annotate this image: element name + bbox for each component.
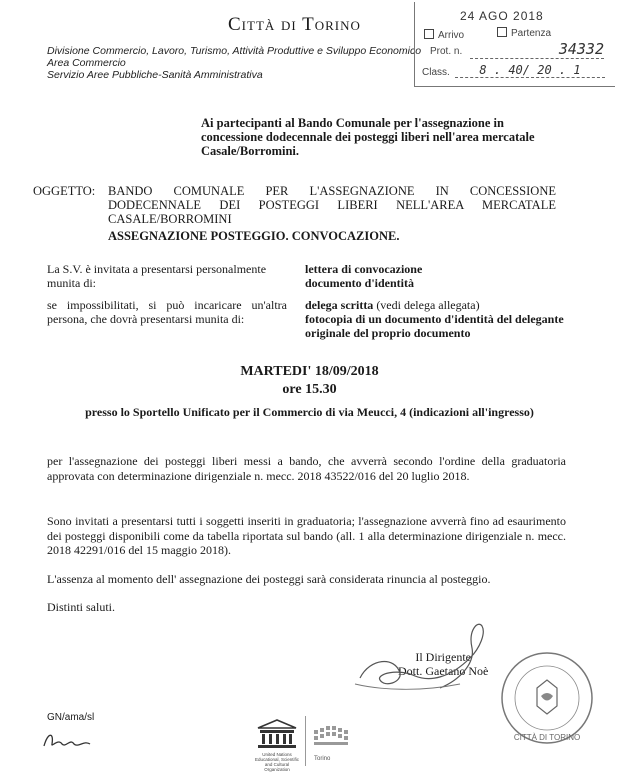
paragraph: per l'assegnazione dei posteggi liberi messi a bando, che avverrà secondo l'ordine della graduatoria approvata con determinazione dirigenziale n. mecc. 2018 43522/016 del 20 luglio 2018. [47,454,566,483]
signature-role: Il Dirigente [415,650,471,664]
unesco-logo-icon [252,718,302,752]
invite-items-1 [305,262,575,290]
stamp-date: 24 AGO 2018 [460,9,544,23]
city-title: Città di Torino [228,14,361,35]
oggetto-subject: ASSEGNAZIONE POSTEGGIO. CONVOCAZIONE. [108,229,400,243]
paragraph: L'assenza al momento dell' assegnazione dei posteggi sarà considerata rinuncia al posteggio. [47,572,491,586]
division-block [47,45,421,81]
appointment-block [0,363,619,399]
delega-bold: delega scritta [305,298,374,312]
invite-text-2: se impossibilitati, si può incaricare un'altra persona, che dovrà presentarsi munita di: [47,298,287,326]
seal-text: CITTÀ DI TORINO [513,733,581,742]
signature-name: Dott. Gaetano Noè [398,664,489,678]
division-line: Divisione Commercio, Lavoro, Turismo, Attività Produttive e Sviluppo Economico [47,45,422,57]
oggetto-line: BANDO COMUNALE PER L'ASSEGNAZIONE IN CONCESSIONE [108,184,556,198]
arrivo-checkbox-icon [424,29,434,39]
division-line: Servizio Aree Pubbliche-Sanità Amministrativa [47,69,263,81]
stamp-prot-value: 34332 [470,40,604,59]
torino-caption: Torino [314,756,331,762]
item-convocazione: lettera di convocazione [305,262,423,276]
initials-signature-icon [40,728,100,752]
oggetto-line: DODECENNALE DEI POSTEGGI LIBERI NELL'AREA MERCATALE [108,198,556,212]
appointment-day: MARTEDI' 18/09/2018 [240,364,379,379]
division-line: Area Commercio [47,57,126,69]
invite-text-1: La S.V. è invitata a presentarsi personalmente munita di: [47,262,267,290]
stamp-arrivo [424,29,464,41]
stamp-prot-label: Prot. n. [430,46,463,57]
unesco-caption: United Nations Educational, Scientific and Cultural Organization [254,752,300,772]
document-initials: GN/ama/sl [47,712,95,723]
stamp-class-value: 8 . 40/ 20 . 1 [455,63,605,78]
torino-logo-icon [312,722,352,752]
stamp-class-label: Class. [422,67,450,78]
item-documento: documento d'identità [305,276,415,290]
delega-rest: (vedi delega allegata) [373,298,480,312]
arrivo-label: Arrivo [438,30,465,41]
item-originale: originale del proprio documento [305,326,471,340]
oggetto-line: CASALE/BORROMINI [108,212,232,226]
partenza-checkbox-icon [497,27,507,37]
paragraph: Distinti saluti. [47,600,116,614]
addressee: Ai partecipanti al Bando Comunale per l'assegnazione in concessione dodecennale dei posteggi liberi nell'area mercatale Casale/Borromini. [201,116,535,158]
partenza-label: Partenza [511,28,552,39]
stamp-partenza [497,27,551,39]
item-delega [305,298,575,312]
handwritten-signature-icon [340,618,520,698]
appointment-time: ore 15.30 [282,382,337,397]
oggetto-label: OGGETTO: [33,184,96,198]
official-seal-icon [497,648,597,748]
item-fotocopia: fotocopia di un documento d'identità del delegante [305,312,564,326]
invite-items-2 [305,298,575,340]
footer-divider [305,716,306,766]
paragraph: Sono invitati a presentarsi tutti i soggetti inseriti in graduatoria; l'assegnazione avverrà fino ad esaurimento dei posteggi disponibili come da tabella riportata sul bando (all. 1 alla determinazione dirigenziale n. mecc. 2018 42291/016 del 15 maggio 2018). [47,514,566,557]
appointment-location: presso lo Sportello Unificato per il Commercio di via Meucci, 4 (indicazioni all'ingresso) [85,405,534,419]
